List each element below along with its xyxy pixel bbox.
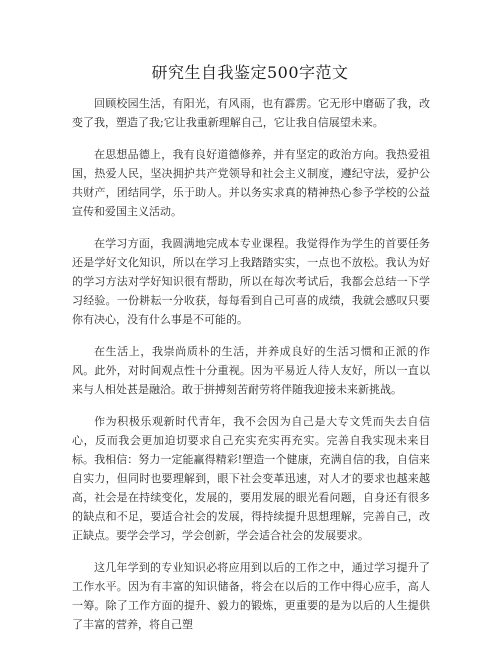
- paragraph-intro: 回顾校园生活，有阳光，有风雨，也有霹雳。它无形中磨砺了我，改变了我，塑造了我;它让我重新理解自己，它让我自信展望未来。: [72, 97, 430, 129]
- paragraph-youth: 作为积极乐观新时代青年，我不会因为自己是大专文凭而失去自信心，反而我会更加迫切要求自己充实充实再充实。完善自我实现未来目标。我相信：努力一定能赢得精彩!塑造一个健康，充满自信的我，自信来自实力，但同时也要理解到，眼下社会变革迅速，对人才的要求也越来越高，社会是在持续变化，发展的，要用发展的眼光看问题，自身还有很多的缺点和不足，要适合社会的发展，得持续提升思想理解，完善自己，改正缺点。要学会学习，学会创新，学会适合社会的发展要求。: [72, 415, 430, 542]
- paragraph-ideology: 在思想品德上，我有良好道德修养，并有坚定的政治方向。我热爱祖国，热爱人民，坚决拥护共产党领导和社会主义制度，遵纪守法，爱护公共财产，团结同学，乐于助人。并以务实求真的精神热心参予学校的公益宣传和爱国主义活动。: [72, 148, 430, 218]
- paragraph-study: 在学习方面，我圆满地完成本专业课程。我觉得作为学生的首要任务还是学好文化知识，所以在学习上我踏踏实实，一点也不放松。我认为好的学习方法对学好知识很有帮助，所以在每次考试后，我都会总结一下学习经验。一份耕耘一分收获，每每看到自己可喜的成绩，我就会感叹只要你有决心，没有什么事是不可能的。: [72, 237, 430, 326]
- paragraph-life: 在生活上，我崇尚质朴的生活，并养成良好的生活习惯和正派的作风。此外，对时间观点性十分重视。因为平易近人待人友好，所以一直以来与人相处甚是融洽。敢于拼搏刻苦耐劳将伴随我迎接未来新挑战。: [72, 345, 430, 396]
- document-body: [72, 94, 430, 647]
- paragraph-knowledge: 这几年学到的专业知识必将应用到以后的工作之中，通过学习提升了工作水平。因为有丰富的知识储备，将会在以后的工作中得心应手，高人一筹。除了工作方面的提升、毅力的锻炼，更重要的是为以后的人生提供了丰富的营养，将自己塑: [72, 561, 430, 631]
- document-title: 研究生自我鉴定500字范文: [151, 63, 349, 82]
